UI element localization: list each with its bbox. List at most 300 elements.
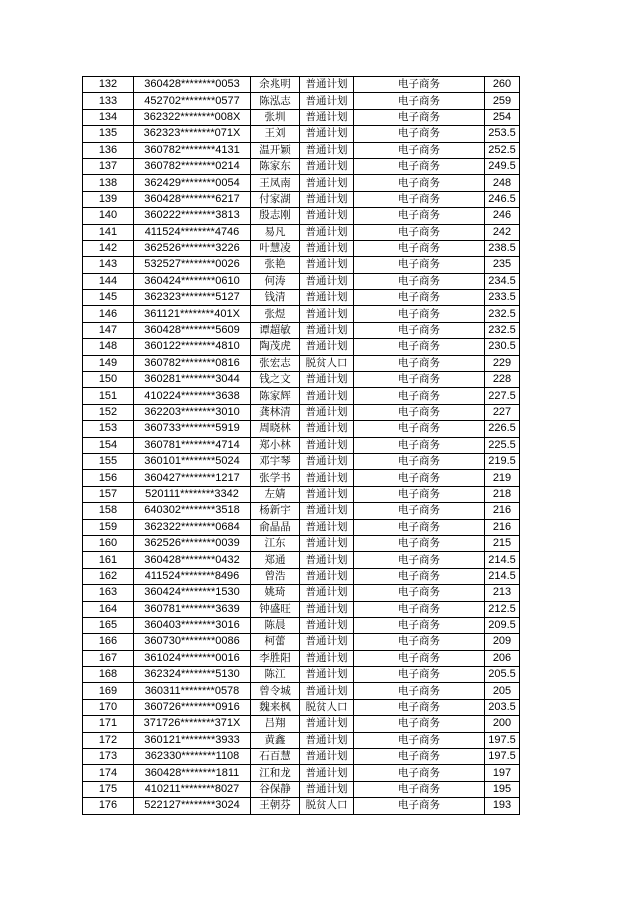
plan-type-cell: 脱贫人口	[300, 355, 354, 371]
major-cell: 电子商务	[354, 568, 485, 584]
score-cell: 197.5	[485, 732, 520, 748]
score-cell: 242	[485, 224, 520, 240]
major-cell: 电子商务	[354, 650, 485, 666]
plan-type-cell: 普通计划	[300, 240, 354, 256]
id-number-cell: 362526********3226	[134, 240, 251, 256]
major-cell: 电子商务	[354, 749, 485, 765]
score-cell: 226.5	[485, 421, 520, 437]
plan-type-cell: 普通计划	[300, 191, 354, 207]
name-cell: 柯蕾	[251, 634, 300, 650]
row-number-cell: 134	[83, 109, 134, 125]
major-cell: 电子商务	[354, 404, 485, 420]
score-cell: 209.5	[485, 617, 520, 633]
plan-type-cell: 普通计划	[300, 617, 354, 633]
score-cell: 209	[485, 634, 520, 650]
id-number-cell: 360424********0610	[134, 273, 251, 289]
table-row	[83, 503, 520, 519]
table-row	[83, 470, 520, 486]
id-number-cell: 360730********0086	[134, 634, 251, 650]
name-cell: 张艳	[251, 257, 300, 273]
score-cell: 213	[485, 585, 520, 601]
row-number-cell: 166	[83, 634, 134, 650]
score-cell: 246.5	[485, 191, 520, 207]
major-cell: 电子商务	[354, 208, 485, 224]
table-row	[83, 224, 520, 240]
table-body	[83, 77, 520, 815]
plan-type-cell: 普通计划	[300, 535, 354, 551]
table-row	[83, 306, 520, 322]
table-row	[83, 175, 520, 191]
plan-type-cell: 普通计划	[300, 732, 354, 748]
score-cell: 229	[485, 355, 520, 371]
id-number-cell: 410224********3638	[134, 388, 251, 404]
row-number-cell: 176	[83, 798, 134, 814]
plan-type-cell: 普通计划	[300, 683, 354, 699]
score-cell: 225.5	[485, 437, 520, 453]
id-number-cell: 360782********0816	[134, 355, 251, 371]
row-number-cell: 153	[83, 421, 134, 437]
major-cell: 电子商务	[354, 240, 485, 256]
table-row	[83, 240, 520, 256]
major-cell: 电子商务	[354, 699, 485, 715]
name-cell: 付家湖	[251, 191, 300, 207]
id-number-cell: 360428********6217	[134, 191, 251, 207]
major-cell: 电子商务	[354, 765, 485, 781]
id-number-cell: 362203********3010	[134, 404, 251, 420]
id-number-cell: 522127********3024	[134, 798, 251, 814]
plan-type-cell: 普通计划	[300, 453, 354, 469]
table-row	[83, 732, 520, 748]
id-number-cell: 362322********008X	[134, 109, 251, 125]
table-row	[83, 404, 520, 420]
name-cell: 叶慧凌	[251, 240, 300, 256]
table-row	[83, 781, 520, 797]
table-row	[83, 355, 520, 371]
major-cell: 电子商务	[354, 781, 485, 797]
major-cell: 电子商务	[354, 290, 485, 306]
table-row	[83, 650, 520, 666]
plan-type-cell: 普通计划	[300, 749, 354, 765]
row-number-cell: 174	[83, 765, 134, 781]
major-cell: 电子商务	[354, 224, 485, 240]
id-number-cell: 411524********4746	[134, 224, 251, 240]
plan-type-cell: 普通计划	[300, 552, 354, 568]
row-number-cell: 167	[83, 650, 134, 666]
row-number-cell: 137	[83, 158, 134, 174]
id-number-cell: 360781********4714	[134, 437, 251, 453]
id-number-cell: 360726********0916	[134, 699, 251, 715]
score-cell: 219	[485, 470, 520, 486]
score-cell: 232.5	[485, 322, 520, 338]
name-cell: 殷志刚	[251, 208, 300, 224]
score-cell: 260	[485, 77, 520, 93]
plan-type-cell: 普通计划	[300, 224, 354, 240]
row-number-cell: 164	[83, 601, 134, 617]
name-cell: 黄鑫	[251, 732, 300, 748]
row-number-cell: 149	[83, 355, 134, 371]
name-cell: 杨新宇	[251, 503, 300, 519]
score-cell: 216	[485, 503, 520, 519]
plan-type-cell: 普通计划	[300, 77, 354, 93]
score-cell: 232.5	[485, 306, 520, 322]
id-number-cell: 362429********0054	[134, 175, 251, 191]
name-cell: 张学书	[251, 470, 300, 486]
name-cell: 张煜	[251, 306, 300, 322]
score-cell: 253.5	[485, 126, 520, 142]
table-row	[83, 535, 520, 551]
id-number-cell: 361024********0016	[134, 650, 251, 666]
plan-type-cell: 脱贫人口	[300, 699, 354, 715]
plan-type-cell: 普通计划	[300, 208, 354, 224]
name-cell: 陈江	[251, 667, 300, 683]
id-number-cell: 360781********3639	[134, 601, 251, 617]
plan-type-cell: 普通计划	[300, 421, 354, 437]
name-cell: 江和龙	[251, 765, 300, 781]
score-cell: 214.5	[485, 568, 520, 584]
major-cell: 电子商务	[354, 437, 485, 453]
name-cell: 李胜阳	[251, 650, 300, 666]
score-cell: 235	[485, 257, 520, 273]
plan-type-cell: 普通计划	[300, 339, 354, 355]
major-cell: 电子商务	[354, 486, 485, 502]
name-cell: 钟盛旺	[251, 601, 300, 617]
table-row	[83, 126, 520, 142]
score-cell: 205	[485, 683, 520, 699]
score-cell: 205.5	[485, 667, 520, 683]
name-cell: 江东	[251, 535, 300, 551]
row-number-cell: 170	[83, 699, 134, 715]
id-number-cell: 360733********5919	[134, 421, 251, 437]
score-cell: 206	[485, 650, 520, 666]
plan-type-cell: 普通计划	[300, 650, 354, 666]
row-number-cell: 152	[83, 404, 134, 420]
major-cell: 电子商务	[354, 93, 485, 109]
table-row	[83, 716, 520, 732]
score-cell: 193	[485, 798, 520, 814]
table-row	[83, 388, 520, 404]
table-row	[83, 77, 520, 93]
table-row	[83, 765, 520, 781]
plan-type-cell: 脱贫人口	[300, 798, 354, 814]
table-row	[83, 339, 520, 355]
id-number-cell: 362323********071X	[134, 126, 251, 142]
score-cell: 227	[485, 404, 520, 420]
row-number-cell: 132	[83, 77, 134, 93]
score-cell: 252.5	[485, 142, 520, 158]
major-cell: 电子商务	[354, 77, 485, 93]
name-cell: 陶茂虎	[251, 339, 300, 355]
row-number-cell: 148	[83, 339, 134, 355]
name-cell: 钱清	[251, 290, 300, 306]
row-number-cell: 168	[83, 667, 134, 683]
id-number-cell: 360403********3016	[134, 617, 251, 633]
row-number-cell: 162	[83, 568, 134, 584]
major-cell: 电子商务	[354, 552, 485, 568]
id-number-cell: 362324********5130	[134, 667, 251, 683]
id-number-cell: 360428********1811	[134, 765, 251, 781]
name-cell: 余兆明	[251, 77, 300, 93]
row-number-cell: 142	[83, 240, 134, 256]
id-number-cell: 532527********0026	[134, 257, 251, 273]
score-cell: 215	[485, 535, 520, 551]
row-number-cell: 160	[83, 535, 134, 551]
score-cell: 216	[485, 519, 520, 535]
plan-type-cell: 普通计划	[300, 634, 354, 650]
name-cell: 陈家东	[251, 158, 300, 174]
name-cell: 周晓林	[251, 421, 300, 437]
plan-type-cell: 普通计划	[300, 322, 354, 338]
row-number-cell: 172	[83, 732, 134, 748]
plan-type-cell: 普通计划	[300, 470, 354, 486]
major-cell: 电子商务	[354, 109, 485, 125]
row-number-cell: 136	[83, 142, 134, 158]
major-cell: 电子商务	[354, 175, 485, 191]
score-cell: 249.5	[485, 158, 520, 174]
plan-type-cell: 普通计划	[300, 109, 354, 125]
name-cell: 郑小林	[251, 437, 300, 453]
table-row	[83, 634, 520, 650]
data-table	[82, 76, 520, 815]
name-cell: 曾令城	[251, 683, 300, 699]
table-row	[83, 421, 520, 437]
score-cell: 254	[485, 109, 520, 125]
row-number-cell: 139	[83, 191, 134, 207]
score-cell: 212.5	[485, 601, 520, 617]
plan-type-cell: 普通计划	[300, 585, 354, 601]
table-row	[83, 798, 520, 814]
id-number-cell: 411524********8496	[134, 568, 251, 584]
table-row	[83, 208, 520, 224]
table-row	[83, 142, 520, 158]
name-cell: 张宏志	[251, 355, 300, 371]
row-number-cell: 140	[83, 208, 134, 224]
id-number-cell: 360121********3933	[134, 732, 251, 748]
row-number-cell: 165	[83, 617, 134, 633]
major-cell: 电子商务	[354, 339, 485, 355]
table-row	[83, 749, 520, 765]
row-number-cell: 163	[83, 585, 134, 601]
id-number-cell: 360428********0432	[134, 552, 251, 568]
name-cell: 姚琦	[251, 585, 300, 601]
plan-type-cell: 普通计划	[300, 601, 354, 617]
plan-type-cell: 普通计划	[300, 372, 354, 388]
row-number-cell: 158	[83, 503, 134, 519]
score-cell: 219.5	[485, 453, 520, 469]
major-cell: 电子商务	[354, 306, 485, 322]
table-row	[83, 437, 520, 453]
score-cell: 233.5	[485, 290, 520, 306]
id-number-cell: 640302********3518	[134, 503, 251, 519]
major-cell: 电子商务	[354, 519, 485, 535]
name-cell: 曾浩	[251, 568, 300, 584]
major-cell: 电子商务	[354, 617, 485, 633]
score-cell: 238.5	[485, 240, 520, 256]
row-number-cell: 161	[83, 552, 134, 568]
plan-type-cell: 普通计划	[300, 388, 354, 404]
major-cell: 电子商务	[354, 142, 485, 158]
major-cell: 电子商务	[354, 355, 485, 371]
table-row	[83, 585, 520, 601]
id-number-cell: 360311********0578	[134, 683, 251, 699]
score-cell: 197	[485, 765, 520, 781]
row-number-cell: 133	[83, 93, 134, 109]
table-row	[83, 290, 520, 306]
plan-type-cell: 普通计划	[300, 503, 354, 519]
table-row	[83, 257, 520, 273]
id-number-cell: 360101********5024	[134, 453, 251, 469]
id-number-cell: 360782********0214	[134, 158, 251, 174]
id-number-cell: 361121********401X	[134, 306, 251, 322]
row-number-cell: 135	[83, 126, 134, 142]
major-cell: 电子商务	[354, 191, 485, 207]
major-cell: 电子商务	[354, 453, 485, 469]
name-cell: 温开颖	[251, 142, 300, 158]
score-cell: 197.5	[485, 749, 520, 765]
plan-type-cell: 普通计划	[300, 175, 354, 191]
id-number-cell: 360782********4131	[134, 142, 251, 158]
major-cell: 电子商务	[354, 601, 485, 617]
score-cell: 227.5	[485, 388, 520, 404]
id-number-cell: 371726********371X	[134, 716, 251, 732]
row-number-cell: 159	[83, 519, 134, 535]
id-number-cell: 360424********1530	[134, 585, 251, 601]
major-cell: 电子商务	[354, 503, 485, 519]
table-row	[83, 568, 520, 584]
table-row	[83, 322, 520, 338]
table-row	[83, 667, 520, 683]
id-number-cell: 452702********0577	[134, 93, 251, 109]
row-number-cell: 171	[83, 716, 134, 732]
plan-type-cell: 普通计划	[300, 667, 354, 683]
table-row	[83, 552, 520, 568]
score-cell: 195	[485, 781, 520, 797]
row-number-cell: 157	[83, 486, 134, 502]
name-cell: 王刘	[251, 126, 300, 142]
score-cell: 259	[485, 93, 520, 109]
row-number-cell: 143	[83, 257, 134, 273]
score-cell: 214.5	[485, 552, 520, 568]
id-number-cell: 360122********4810	[134, 339, 251, 355]
name-cell: 陈泓志	[251, 93, 300, 109]
id-number-cell: 362526********0039	[134, 535, 251, 551]
score-cell: 248	[485, 175, 520, 191]
name-cell: 谭超敏	[251, 322, 300, 338]
plan-type-cell: 普通计划	[300, 765, 354, 781]
major-cell: 电子商务	[354, 470, 485, 486]
id-number-cell: 362330********1108	[134, 749, 251, 765]
plan-type-cell: 普通计划	[300, 93, 354, 109]
plan-type-cell: 普通计划	[300, 404, 354, 420]
name-cell: 魏来枫	[251, 699, 300, 715]
row-number-cell: 146	[83, 306, 134, 322]
plan-type-cell: 普通计划	[300, 437, 354, 453]
name-cell: 左婧	[251, 486, 300, 502]
id-number-cell: 360281********3044	[134, 372, 251, 388]
major-cell: 电子商务	[354, 158, 485, 174]
id-number-cell: 362322********0684	[134, 519, 251, 535]
table-row	[83, 273, 520, 289]
score-cell: 218	[485, 486, 520, 502]
name-cell: 何涛	[251, 273, 300, 289]
plan-type-cell: 普通计划	[300, 158, 354, 174]
row-number-cell: 156	[83, 470, 134, 486]
name-cell: 张圳	[251, 109, 300, 125]
id-number-cell: 410211********8027	[134, 781, 251, 797]
name-cell: 钱之文	[251, 372, 300, 388]
name-cell: 谷保静	[251, 781, 300, 797]
table-row	[83, 372, 520, 388]
id-number-cell: 520111********3342	[134, 486, 251, 502]
row-number-cell: 144	[83, 273, 134, 289]
row-number-cell: 154	[83, 437, 134, 453]
major-cell: 电子商务	[354, 798, 485, 814]
plan-type-cell: 普通计划	[300, 781, 354, 797]
row-number-cell: 141	[83, 224, 134, 240]
major-cell: 电子商务	[354, 421, 485, 437]
major-cell: 电子商务	[354, 273, 485, 289]
table-row	[83, 617, 520, 633]
plan-type-cell: 普通计划	[300, 519, 354, 535]
major-cell: 电子商务	[354, 322, 485, 338]
major-cell: 电子商务	[354, 683, 485, 699]
major-cell: 电子商务	[354, 126, 485, 142]
major-cell: 电子商务	[354, 716, 485, 732]
major-cell: 电子商务	[354, 634, 485, 650]
row-number-cell: 150	[83, 372, 134, 388]
plan-type-cell: 普通计划	[300, 257, 354, 273]
table-row	[83, 699, 520, 715]
row-number-cell: 155	[83, 453, 134, 469]
major-cell: 电子商务	[354, 585, 485, 601]
row-number-cell: 175	[83, 781, 134, 797]
name-cell: 龚林清	[251, 404, 300, 420]
plan-type-cell: 普通计划	[300, 126, 354, 142]
score-cell: 203.5	[485, 699, 520, 715]
name-cell: 王凤南	[251, 175, 300, 191]
name-cell: 易凡	[251, 224, 300, 240]
name-cell: 陈家辉	[251, 388, 300, 404]
row-number-cell: 147	[83, 322, 134, 338]
plan-type-cell: 普通计划	[300, 568, 354, 584]
table-row	[83, 191, 520, 207]
table-row	[83, 109, 520, 125]
major-cell: 电子商务	[354, 372, 485, 388]
score-cell: 246	[485, 208, 520, 224]
plan-type-cell: 普通计划	[300, 290, 354, 306]
score-cell: 230.5	[485, 339, 520, 355]
score-cell: 200	[485, 716, 520, 732]
score-cell: 228	[485, 372, 520, 388]
row-number-cell: 151	[83, 388, 134, 404]
major-cell: 电子商务	[354, 535, 485, 551]
row-number-cell: 145	[83, 290, 134, 306]
row-number-cell: 169	[83, 683, 134, 699]
name-cell: 吕翔	[251, 716, 300, 732]
table-row	[83, 486, 520, 502]
row-number-cell: 173	[83, 749, 134, 765]
plan-type-cell: 普通计划	[300, 142, 354, 158]
table-row	[83, 519, 520, 535]
id-number-cell: 360428********0053	[134, 77, 251, 93]
major-cell: 电子商务	[354, 257, 485, 273]
id-number-cell: 362323********5127	[134, 290, 251, 306]
plan-type-cell: 普通计划	[300, 716, 354, 732]
name-cell: 陈晨	[251, 617, 300, 633]
major-cell: 电子商务	[354, 388, 485, 404]
table-row	[83, 683, 520, 699]
name-cell: 邓宇琴	[251, 453, 300, 469]
id-number-cell: 360222********3813	[134, 208, 251, 224]
